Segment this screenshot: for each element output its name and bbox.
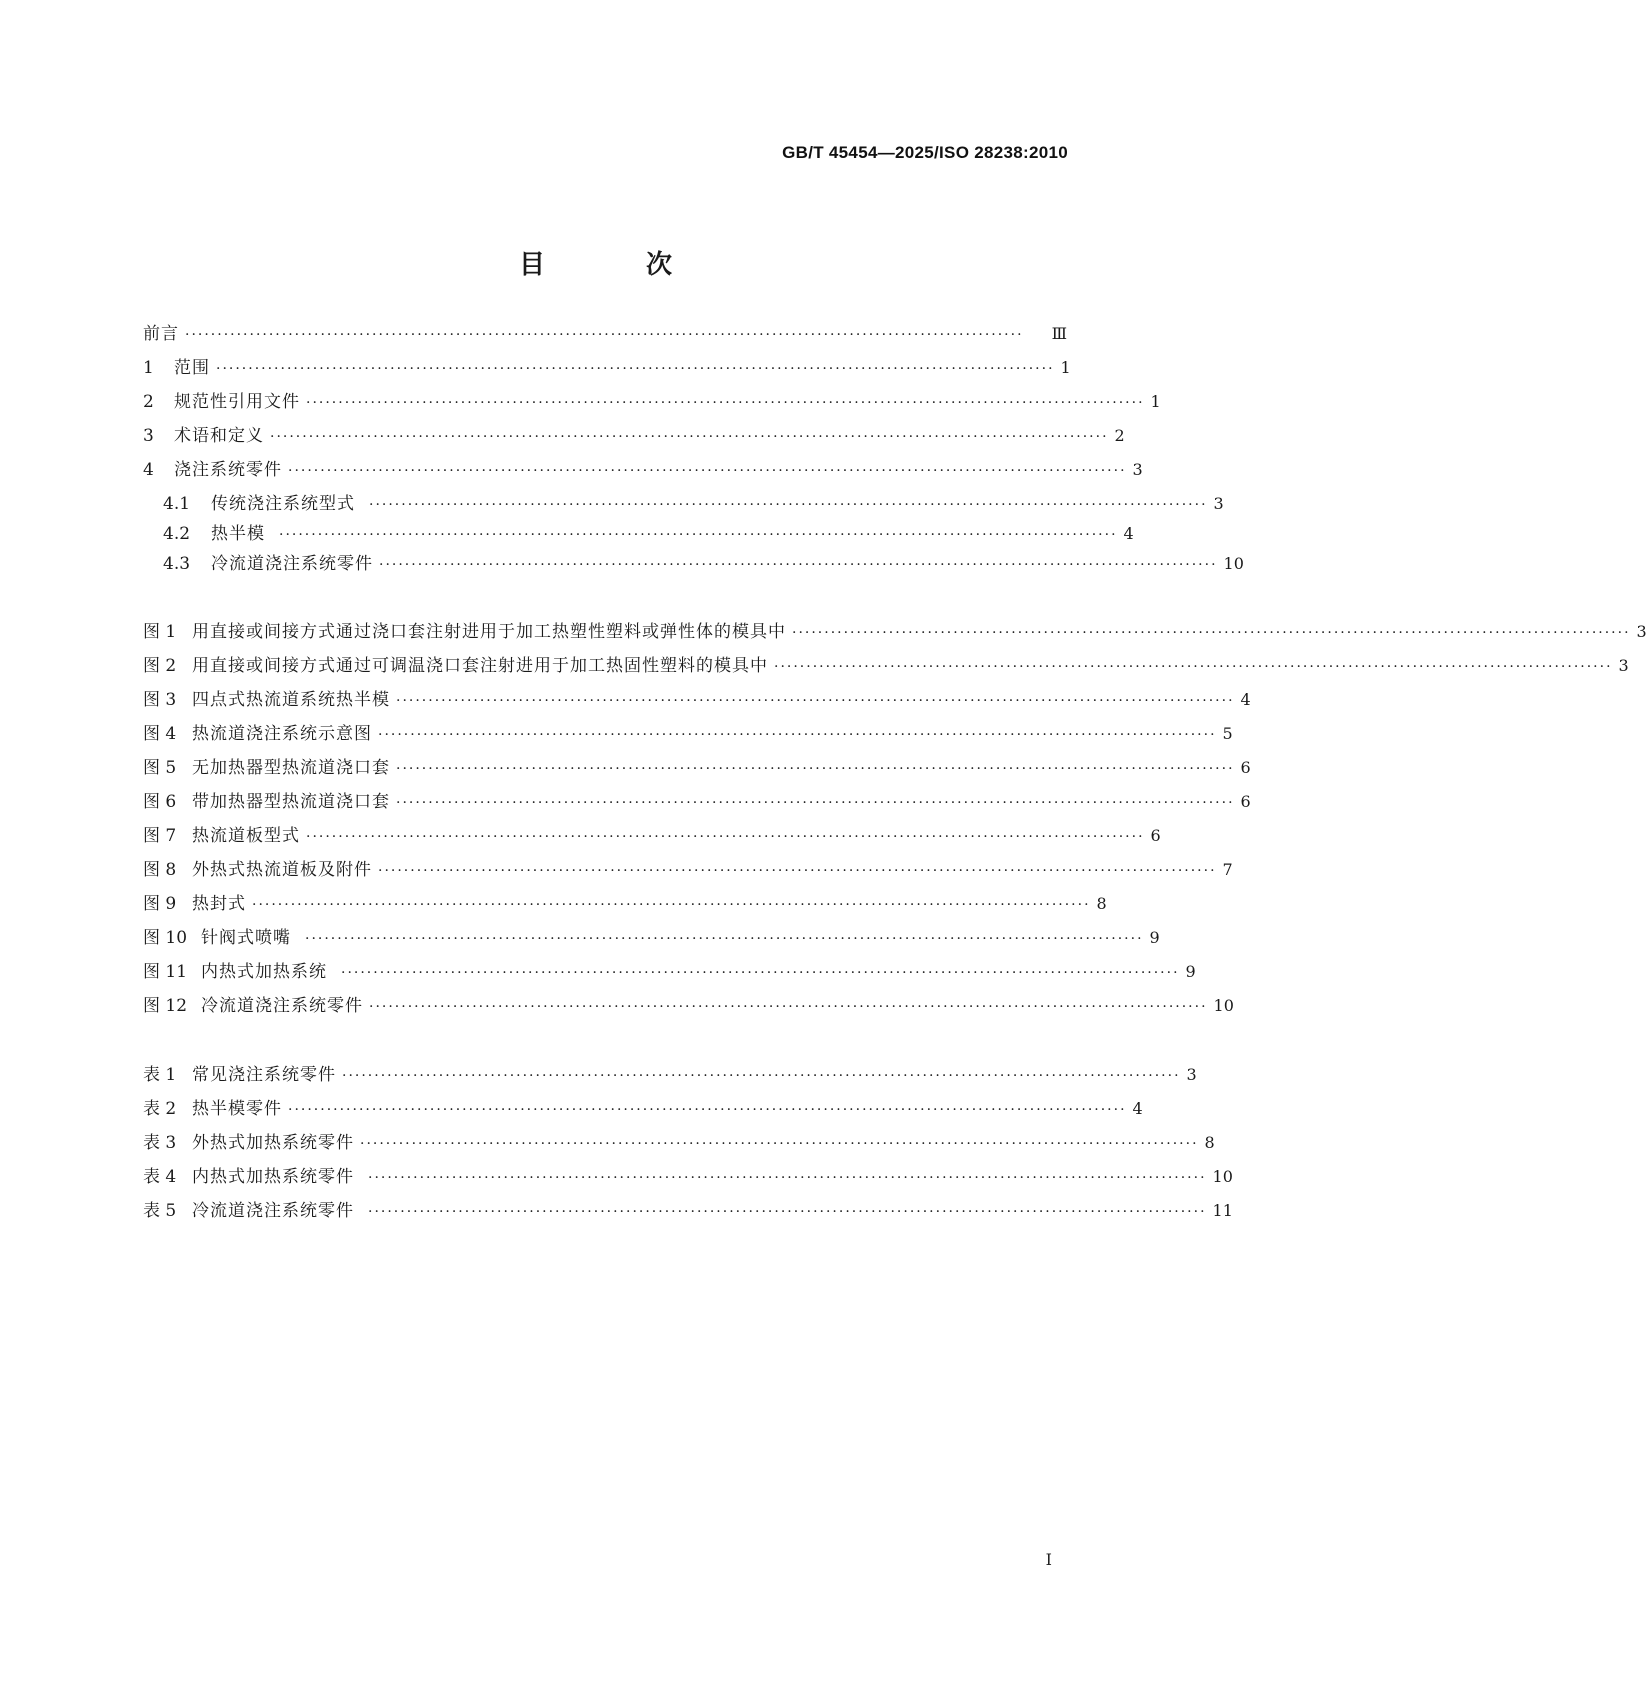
toc-entry-label: 浇注系统零件	[174, 460, 282, 480]
figure-label: 无加热器型热流道浇口套	[192, 758, 390, 778]
figure-number: 图 7	[143, 826, 177, 846]
toc-entry-4-3[interactable]	[163, 549, 1244, 575]
table-page: 11	[1212, 1201, 1233, 1220]
figure-number: 图 1	[143, 622, 177, 642]
figure-number: 图 10	[143, 928, 188, 948]
table-number: 表 2	[143, 1099, 177, 1119]
toc-entry-label: 热半模	[211, 524, 265, 544]
figure-page: 10	[1213, 996, 1234, 1015]
dot-leader: ··································································································································	[378, 727, 1217, 743]
table-page: 10	[1212, 1167, 1233, 1186]
toc-entry-page: Ⅲ	[1051, 324, 1067, 343]
dot-leader: ··································································································································	[305, 931, 1144, 947]
toc-entry-number: 4.1	[163, 494, 191, 514]
toc-entry-page: 2	[1114, 426, 1125, 445]
dot-leader: ··································································································································	[341, 965, 1180, 981]
table-label: 内热式加热系统零件	[192, 1167, 354, 1187]
table-number: 表 1	[143, 1065, 177, 1085]
toc-entry-normative-references[interactable]	[143, 387, 1161, 413]
toc-entry-page: 3	[1213, 494, 1224, 513]
toc-entry-scope[interactable]	[143, 353, 1071, 379]
figure-entry-6[interactable]	[143, 787, 1251, 813]
toc-entry-page: 1	[1150, 392, 1161, 411]
toc-entry-page: 4	[1123, 524, 1134, 543]
figure-page: 5	[1222, 724, 1233, 743]
figure-label: 内热式加热系统	[201, 962, 327, 982]
dot-leader: ··································································································································	[368, 1170, 1207, 1186]
toc-entry-page: 3	[1132, 460, 1143, 479]
figure-label: 热流道浇注系统示意图	[192, 724, 372, 744]
figure-number: 图 11	[143, 962, 188, 982]
dot-leader: ··································································································································	[306, 395, 1145, 411]
dot-leader: ··································································································································	[360, 1136, 1199, 1152]
toc-entry-number: 4.3	[163, 554, 191, 574]
figure-number: 图 8	[143, 860, 177, 880]
table-label: 外热式加热系统零件	[192, 1133, 354, 1153]
toc-entry-number: 1	[143, 358, 154, 378]
toc-entry-label: 术语和定义	[174, 426, 264, 446]
dot-leader: ··································································································································	[396, 761, 1235, 777]
table-number: 表 4	[143, 1167, 177, 1187]
figure-entry-10[interactable]	[143, 923, 1160, 949]
dot-leader: ··································································································································	[342, 1068, 1181, 1084]
table-entry-4[interactable]	[143, 1162, 1233, 1188]
figure-label: 外热式热流道板及附件	[192, 860, 372, 880]
figure-number: 图 4	[143, 724, 177, 744]
figure-number: 图 5	[143, 758, 177, 778]
dot-leader: ··································································································································	[288, 463, 1127, 479]
figure-page: 4	[1240, 690, 1251, 709]
figure-label: 带加热器型热流道浇口套	[192, 792, 390, 812]
table-page: 8	[1204, 1133, 1215, 1152]
standard-number: GB/T 45454—2025/ISO 28238:2010	[782, 143, 1068, 162]
figure-number: 图 3	[143, 690, 177, 710]
figure-entry-2[interactable]	[143, 651, 1629, 677]
toc-entry-foreword[interactable]	[143, 319, 1067, 345]
dot-leader: ··································································································································	[378, 863, 1217, 879]
figure-entry-8[interactable]	[143, 855, 1233, 881]
toc-entry-label: 前言	[143, 324, 179, 344]
toc-entry-terms[interactable]	[143, 421, 1125, 447]
table-label: 热半模零件	[192, 1099, 282, 1119]
figure-page: 9	[1185, 962, 1196, 981]
dot-leader: ··································································································································	[306, 829, 1145, 845]
table-number: 表 3	[143, 1133, 177, 1153]
table-entry-2[interactable]	[143, 1094, 1143, 1120]
figure-entry-11[interactable]	[143, 957, 1196, 983]
figure-page: 6	[1240, 792, 1251, 811]
figure-number: 图 9	[143, 894, 177, 914]
figure-entry-3[interactable]	[143, 685, 1251, 711]
table-entry-1[interactable]	[143, 1060, 1197, 1086]
table-page: 3	[1186, 1065, 1197, 1084]
dot-leader: ··································································································································	[270, 429, 1109, 445]
dot-leader: ··································································································································	[216, 361, 1055, 377]
figure-label: 针阀式喷嘴	[201, 928, 291, 948]
figure-page: 8	[1096, 894, 1107, 913]
toc-entry-label: 范围	[174, 358, 210, 378]
toc-entry-number: 3	[143, 426, 154, 446]
dot-leader: ··································································································································	[368, 1204, 1207, 1220]
dot-leader: ··································································································································	[396, 693, 1235, 709]
table-entry-5[interactable]	[143, 1196, 1233, 1222]
dot-leader: ··································································································································	[288, 1102, 1127, 1118]
toc-entry-label: 冷流道浇注系统零件	[211, 554, 373, 574]
dot-leader: ··································································································································	[792, 625, 1631, 641]
toc-entry-4-2[interactable]	[163, 519, 1134, 545]
figure-page: 3	[1618, 656, 1629, 675]
toc-entry-number: 4	[143, 460, 154, 480]
dot-leader: ··································································································································	[774, 659, 1613, 675]
toc-entry-gating-parts[interactable]	[143, 455, 1143, 481]
toc-entry-page: 1	[1060, 358, 1071, 377]
table-page: 4	[1132, 1099, 1143, 1118]
dot-leader: ··································································································································	[185, 327, 1024, 343]
figure-entry-7[interactable]	[143, 821, 1161, 847]
dot-leader: ··································································································································	[369, 999, 1208, 1015]
figure-label: 用直接或间接方式通过浇口套注射进用于加工热塑性塑料或弹性体的模具中	[192, 622, 786, 642]
table-number: 表 5	[143, 1201, 177, 1221]
dot-leader: ··································································································································	[369, 497, 1208, 513]
dot-leader: ··································································································································	[379, 557, 1218, 573]
page-title: 目 次	[518, 250, 719, 280]
figure-entry-4[interactable]	[143, 719, 1233, 745]
figure-entry-9[interactable]	[143, 889, 1107, 915]
figure-entry-5[interactable]	[143, 753, 1251, 779]
figure-entry-1[interactable]	[143, 617, 1647, 643]
figure-page: 7	[1222, 860, 1233, 879]
table-label: 常见浇注系统零件	[192, 1065, 336, 1085]
figure-page: 9	[1149, 928, 1160, 947]
toc-entry-label: 传统浇注系统型式	[211, 494, 355, 514]
figure-page: 6	[1150, 826, 1161, 845]
toc-entry-page: 10	[1223, 554, 1244, 573]
figure-entry-12[interactable]	[143, 991, 1234, 1017]
table-label: 冷流道浇注系统零件	[192, 1201, 354, 1221]
page-number: I	[1045, 1550, 1052, 1569]
figure-label: 冷流道浇注系统零件	[201, 996, 363, 1016]
figure-label: 热流道板型式	[192, 826, 300, 846]
figure-label: 用直接或间接方式通过可调温浇口套注射进用于加工热固性塑料的模具中	[192, 656, 768, 676]
figure-page: 3	[1636, 622, 1647, 641]
figure-number: 图 2	[143, 656, 177, 676]
figure-label: 四点式热流道系统热半模	[192, 690, 390, 710]
figure-label: 热封式	[192, 894, 246, 914]
dot-leader: ··································································································································	[279, 527, 1118, 543]
toc-entry-4-1[interactable]	[163, 489, 1224, 515]
dot-leader: ··································································································································	[396, 795, 1235, 811]
dot-leader: ··································································································································	[252, 897, 1091, 913]
toc-entry-number: 4.2	[163, 524, 191, 544]
table-entry-3[interactable]	[143, 1128, 1215, 1154]
figure-page: 6	[1240, 758, 1251, 777]
toc-entry-label: 规范性引用文件	[174, 392, 300, 412]
figure-number: 图 12	[143, 996, 188, 1016]
toc-entry-number: 2	[143, 392, 154, 412]
figure-number: 图 6	[143, 792, 177, 812]
